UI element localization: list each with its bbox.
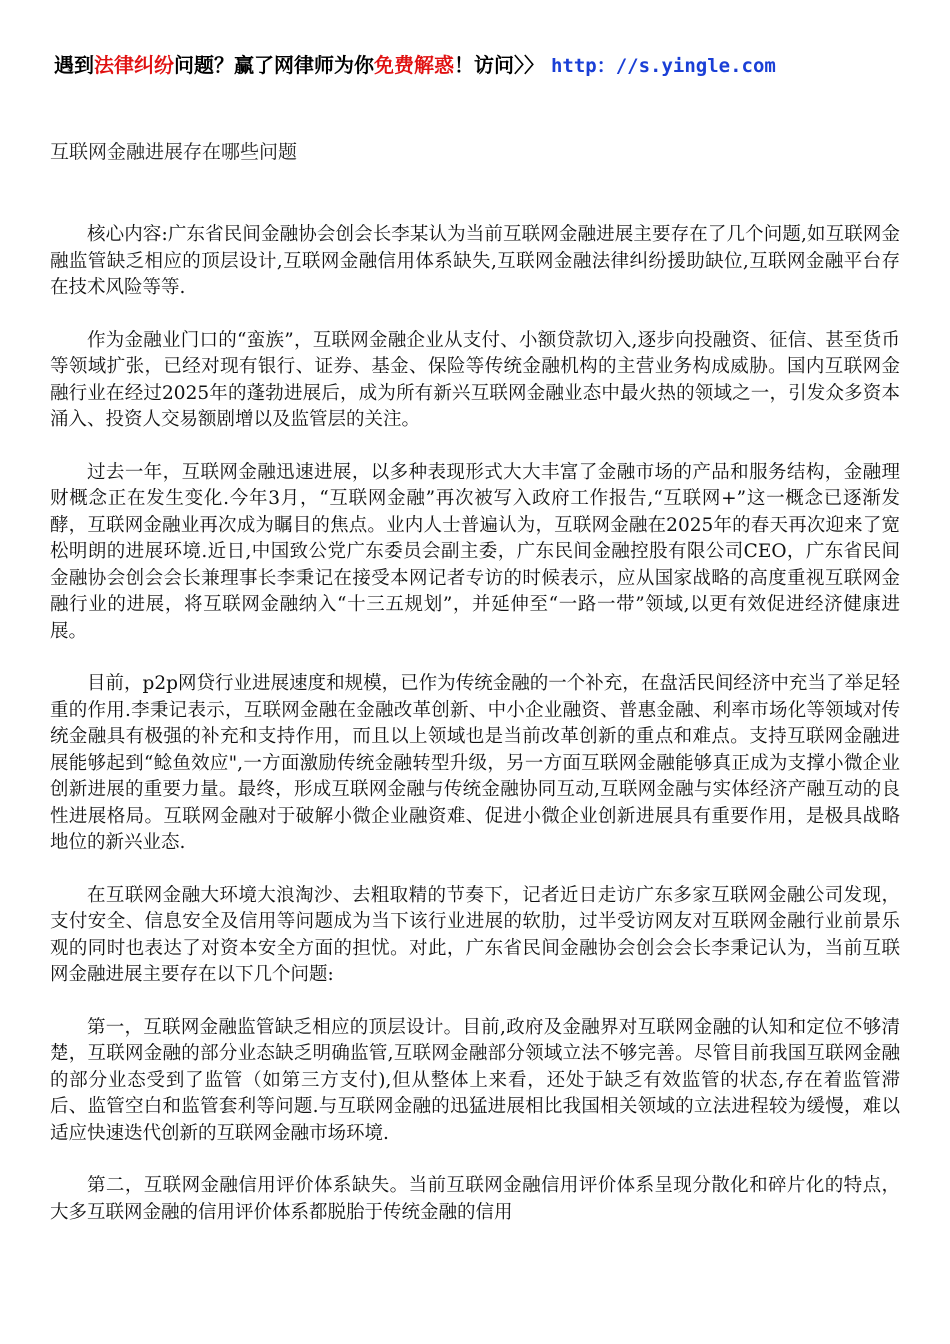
banner-suffix: ！访问〉〉 <box>454 53 544 77</box>
paragraph: 目前，p2p网贷行业进展速度和规模，已作为传统金融的一个补充，在盘活民间经济中充当了举足轻重的作用.李秉记表示，互联网金融在金融改革创新、中小企业融资、普惠金融、利率市场化等领域对传统金融具有极强的补充和支持作用，而且以上领域也是当前改革创新的重点和难点。支持互联网金融进展能够起到“鲶鱼效应",一方面激励传统金融转型升级，另一方面互联网金融能够真正成为支撑小微企业创新进展的重要力量。最终，形成互联网金融与传统金融协同互动,互联网金融与实体经济产融互动的良性进展格局。互联网金融对于破解小微企业融资难、促进小微企业创新进展具有重要作用，是极具战略地位的新兴业态. <box>50 673 900 853</box>
banner-highlight-legal-dispute: 法律纠纷 <box>94 53 174 77</box>
banner-link[interactable]: http：//s.yingle.com <box>550 55 776 77</box>
banner-prefix: 遇到 <box>54 53 94 77</box>
paragraph: 过去一年，互联网金融迅速进展，以多种表现形式大大丰富了金融市场的产品和服务结构，金融理财概念正在发生变化.今年3月，“互联网金融”再次被写入政府工作报告,“互联网+”这一概念已逐渐发酵，互联网金融业再次成为瞩目的焦点。业内人士普遍认为，互联网金融在2025年的春天再次迎来了宽松明朗的进展环境.近日,中国致公党广东委员会副主委，广东民间金融控股有限公司CEO，广东省民间金融协会创会会长兼理事长李秉记在接受本网记者专访的时候表示，应从国家战略的高度重视互联网金融行业的进展，将互联网金融纳入“十三五规划”，并延伸至“一路一带”领域,以更有效促进经济健康进展。 <box>50 461 900 642</box>
paragraph: 作为金融业门口的“蛮族”，互联网金融企业从支付、小额贷款切入,逐步向投融资、征信、甚至货币等领域扩张，已经对现有银行、证券、基金、保险等传统金融机构的主营业务构成威胁。国内互联网金融行业在经过2025年的蓬勃进展后，成为所有新兴互联网金融业态中最火热的领域之一，引发众多资本涌入、投资人交易额剧增以及监管层的关注。 <box>50 329 900 430</box>
banner-highlight-free-answer: 免费解惑 <box>374 53 454 77</box>
paragraph: 在互联网金融大环境大浪淘沙、去粗取精的节奏下，记者近日走访广东多家互联网金融公司发现，支付安全、信息安全及信用等问题成为当下该行业进展的软肋，过半受访网友对互联网金融行业前景乐观的同时也表达了对资本安全方面的担忧。对此，广东省民间金融协会创会会长李秉记认为，当前互联网金融进展主要存在以下几个问题: <box>50 884 900 985</box>
ad-banner <box>54 49 914 78</box>
paragraph-core-content: 核心内容:广东省民间金融协会创会长李某认为当前互联网金融进展主要存在了几个问题,如互联网金融监管缺乏相应的顶层设计,互联网金融信用体系缺失,互联网金融法律纠纷援助缺位,互联网金融平台存在技术风险等等. <box>50 224 900 298</box>
paragraph-second-issue: 第二，互联网金融信用评价体系缺失。当前互联网金融信用评价体系呈现分散化和碎片化的特点，大多互联网金融的信用评价体系都脱胎于传统金融的信用 <box>50 1175 900 1223</box>
document-body <box>50 222 900 1252</box>
document-title: 互联网金融进展存在哪些问题 <box>50 141 298 163</box>
banner-middle-text: 问题？赢了网律师为你 <box>174 53 374 77</box>
paragraph-first-issue: 第一，互联网金融监管缺乏相应的顶层设计。目前,政府及金融界对互联网金融的认知和定位不够清楚，互联网金融的部分业态缺乏明确监管,互联网金融部分领域立法不够完善。尽管目前我国互联网金融的部分业态受到了监管（如第三方支付),但从整体上来看，还处于缺乏有效监管的状态,存在着监管滞后、监管空白和监管套利等问题.与互联网金融的迅猛进展相比我国相关领域的立法进程较为缓慢，难以适应快速迭代创新的互联网金融市场环境. <box>50 1016 900 1144</box>
